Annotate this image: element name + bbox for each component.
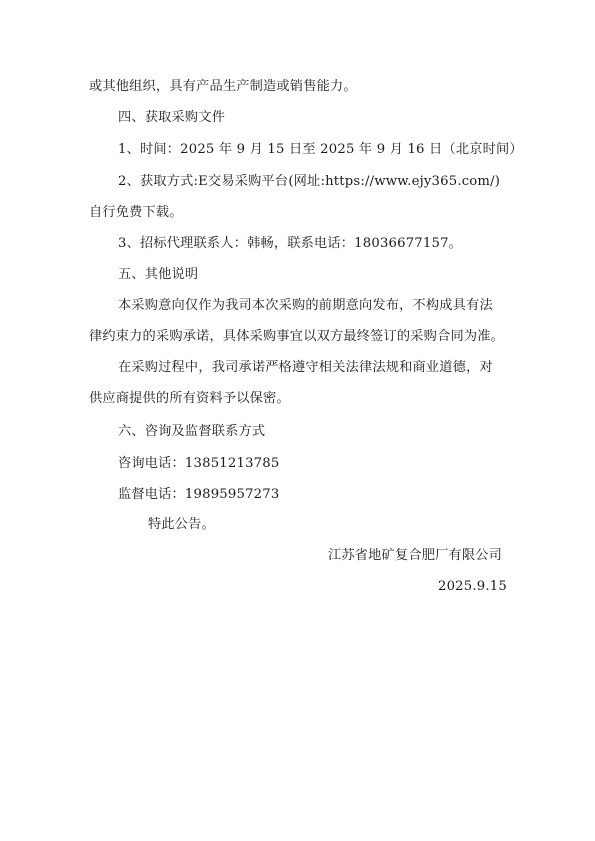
obtain-time: 1、时间：2025 年 9 月 15 日至 2025 年 9 月 16 日（北京时间） [118, 142, 523, 157]
notes-paragraph-2-line-2: 供应商提供的所有资料予以保密。 [89, 391, 290, 406]
closing-statement: 特此公告。 [148, 517, 215, 532]
section-heading-obtain-documents: 四、获取采购文件 [118, 110, 226, 125]
obtain-method-continued: 自行免费下载。 [89, 205, 183, 220]
supervision-phone: 监督电话：19895957273 [118, 487, 280, 502]
agent-contact: 3、招标代理联系人：韩畅，联系电话：18036677157。 [118, 236, 463, 251]
section-heading-other-notes: 五、其他说明 [118, 267, 199, 282]
notes-paragraph-1-line-1: 本采购意向仅作为我司本次采购的前期意向发布，不构成具有法 [118, 298, 493, 313]
paragraph-qualification-end: 或其他组织，具有产品生产制造或销售能力。 [89, 79, 357, 94]
obtain-method: 2、获取方式:E交易采购平台(网址:https://www.ejy365.com/) [118, 174, 501, 189]
signature-company: 江苏省地矿复合肥厂有限公司 [328, 548, 503, 563]
section-heading-contact: 六、咨询及监督联系方式 [118, 424, 266, 439]
notes-paragraph-1-line-2: 律约束力的采购承诺，具体采购事宜以双方最终签订的采购合同为准。 [89, 329, 505, 344]
inquiry-phone: 咨询电话：13851213785 [118, 456, 280, 471]
notes-paragraph-2-line-1: 在采购过程中，我司承诺严格遵守相关法律法规和商业道德，对 [118, 360, 493, 375]
signature-date: 2025.9.15 [438, 579, 507, 594]
